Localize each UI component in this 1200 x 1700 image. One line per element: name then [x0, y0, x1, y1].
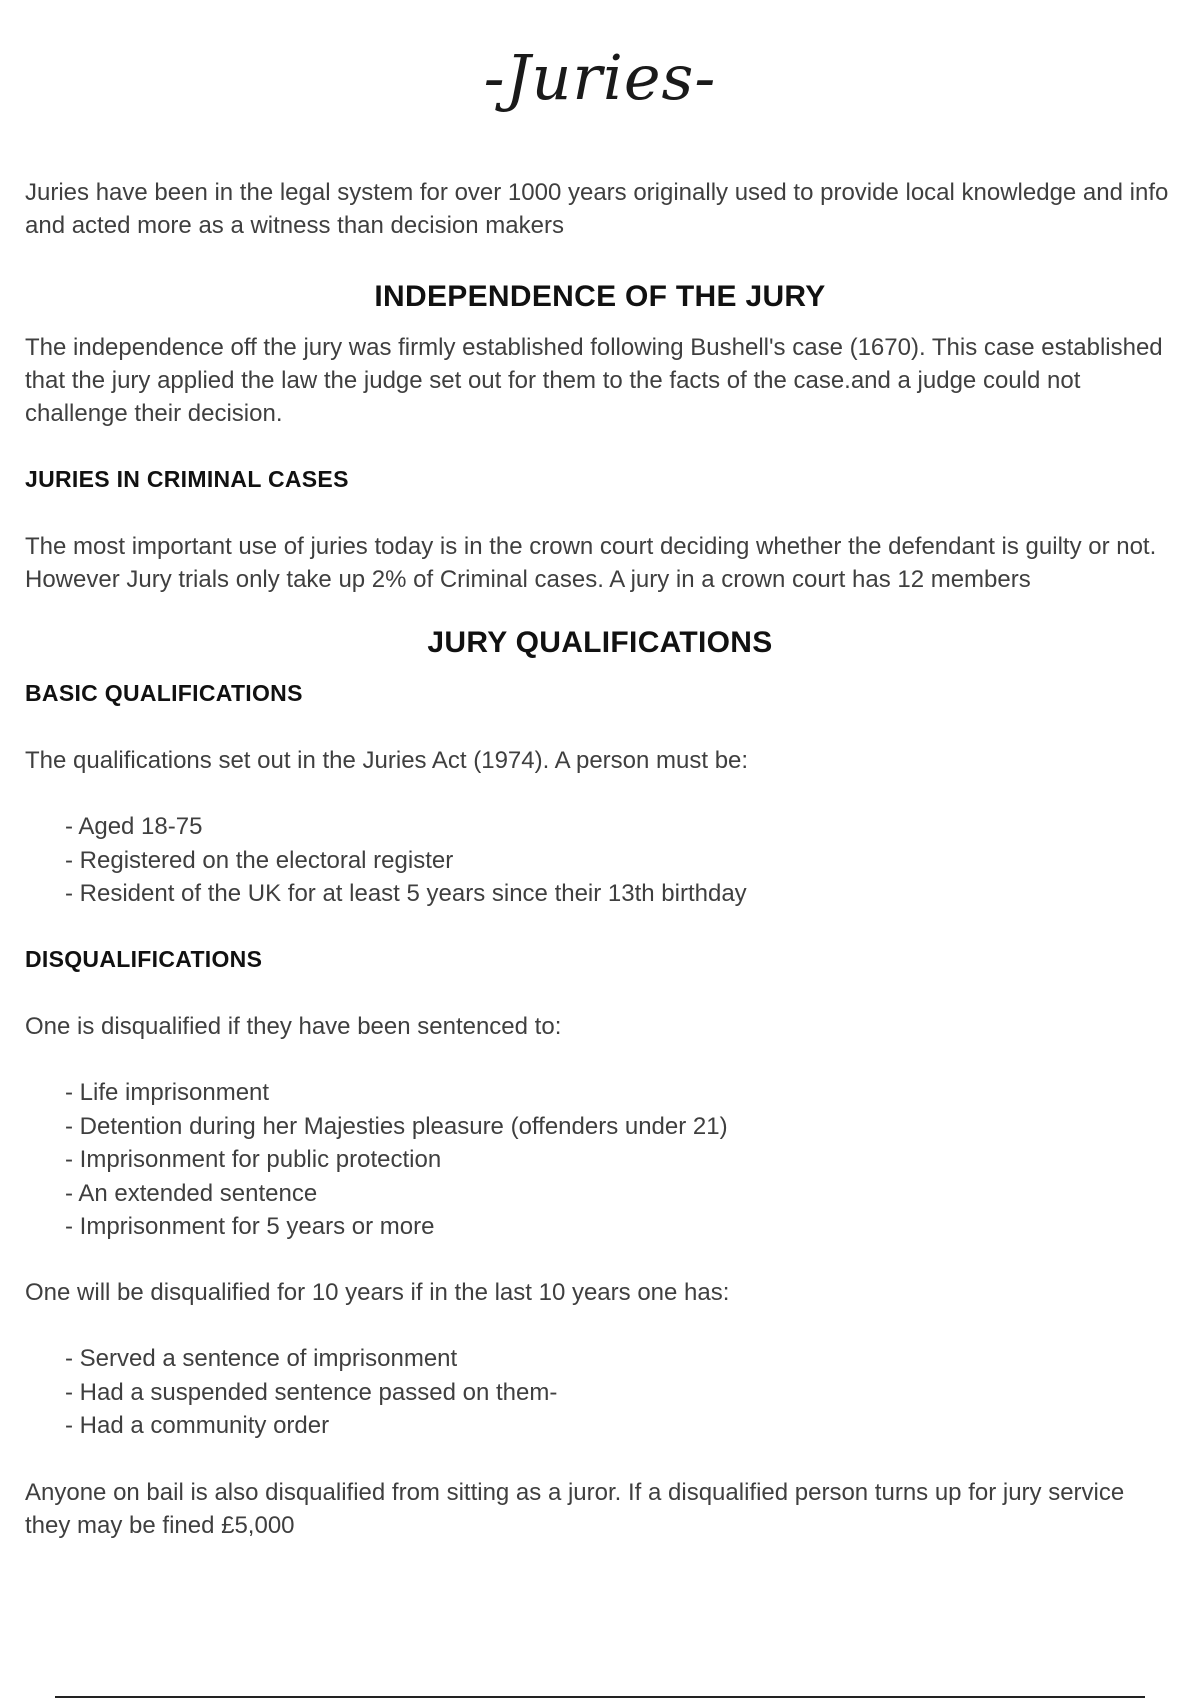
- ten-year-paragraph: One will be disqualified for 10 years if in the last 10 years one has:: [25, 1279, 730, 1306]
- list-item: - Served a sentence of imprisonment: [65, 1345, 458, 1372]
- list-item: - Life imprisonment: [65, 1079, 270, 1106]
- bottom-divider: [55, 1696, 1145, 1698]
- list-item: - An extended sentence: [65, 1179, 318, 1207]
- list-item: - Aged 18-75: [65, 813, 203, 840]
- independence-heading: INDEPENDENCE OF THE JURY: [374, 280, 826, 313]
- basic-qualifications-list: [65, 810, 747, 911]
- list-item: - Imprisonment for 5 years or more: [65, 1213, 435, 1240]
- ten-year-list: [65, 1342, 557, 1443]
- criminal-cases-paragraph: The most important use of juries today is in the crown court deciding whether the defendant is guilty or not. However Jury trials only take up 2% of Criminal cases. A jury in a crown court has 12 members: [25, 533, 1157, 593]
- basic-qualifications-paragraph: The qualifications set out in the Juries Act (1974). A person must be:: [25, 747, 749, 774]
- list-item: - Registered on the electoral register: [65, 846, 454, 874]
- qualifications-heading: JURY QUALIFICATIONS: [427, 626, 773, 659]
- disqualifications-paragraph: One is disqualified if they have been sentenced to:: [25, 1013, 562, 1040]
- page-title: -Juries-: [483, 41, 717, 114]
- list-item: - Imprisonment for public protection: [65, 1146, 442, 1173]
- list-item: - Had a suspended sentence passed on them-: [65, 1378, 558, 1406]
- list-item: - Had a community order: [65, 1412, 330, 1439]
- intro-paragraph: Juries have been in the legal system for over 1000 years originally used to provide local knowledge and info and acted more as a witness than decision makers: [25, 179, 1169, 239]
- independence-paragraph: The independence off the jury was firmly established following Bushell's case (1670). This case established that the jury applied the law the judge set out for them to the facts of the case.and a judge could not challenge their decision.: [25, 334, 1163, 427]
- criminal-cases-heading: JURIES IN CRIMINAL CASES: [25, 466, 349, 492]
- disqualifications-heading: DISQUALIFICATIONS: [25, 946, 263, 972]
- basic-qualifications-heading: BASIC QUALIFICATIONS: [25, 680, 303, 706]
- list-item: - Resident of the UK for at least 5 years since their 13th birthday: [65, 880, 747, 907]
- list-item: - Detention during her Majesties pleasure (offenders under 21): [65, 1112, 728, 1140]
- disqualifications-list: [65, 1076, 728, 1244]
- bail-paragraph: Anyone on bail is also disqualified from sitting as a juror. If a disqualified person turns up for jury service they may be fined £5,000: [25, 1479, 1125, 1539]
